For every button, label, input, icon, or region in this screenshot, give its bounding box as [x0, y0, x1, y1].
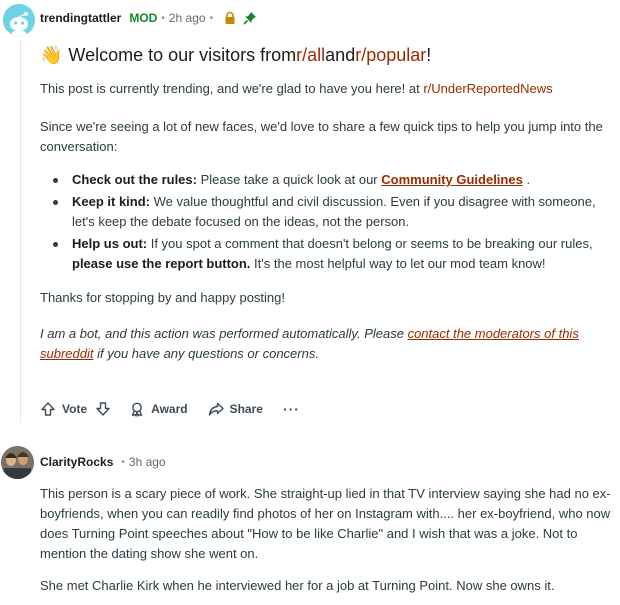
- paragraph-thanks: Thanks for stopping by and happy posting!: [40, 290, 285, 305]
- bot-end: if you have any questions or concerns.: [93, 346, 319, 361]
- mod-badge: MOD: [129, 11, 158, 25]
- tip-heading: Help us out:: [72, 236, 148, 251]
- title-text-end: !: [426, 45, 432, 65]
- tip-text: Please take a quick look at our: [196, 172, 382, 187]
- tip-emphasis: please use the report button.: [72, 256, 251, 271]
- tips-list: [40, 170, 615, 274]
- comment-paragraph: She met Charlie Kirk when he interviewed her for a job at Turning Point. Now she owns it.: [40, 578, 555, 593]
- thread-line[interactable]: [20, 40, 21, 423]
- award-icon: [129, 401, 145, 417]
- snoo-avatar-icon: [3, 4, 35, 36]
- tip-text: We value thoughtful and civil discussion. Even if you disagree with someone, let's keep the debate focused on the ideas, not the person.: [72, 194, 596, 229]
- community-guidelines-link[interactable]: Community Guidelines: [381, 172, 523, 187]
- paragraph-text: This post is currently trending, and we're glad to have you here! at: [40, 81, 424, 96]
- list-item: [72, 192, 615, 232]
- separator-dot: •: [161, 12, 165, 24]
- username[interactable]: trendingtattler: [40, 11, 122, 25]
- pin-icon: [243, 11, 257, 25]
- waving-hand-icon: 👋: [40, 45, 63, 65]
- share-label: Share: [229, 402, 263, 416]
- tip-text: If you spot a comment that doesn't belong or seems to be breaking our rules,: [147, 236, 593, 251]
- list-item: [72, 170, 615, 190]
- post-title: [40, 41, 615, 69]
- downvote-icon[interactable]: [95, 401, 111, 417]
- separator-dot: •: [121, 456, 125, 468]
- paragraph-tips-intro: Since we're seeing a lot of new faces, we'd love to share a few quick tips to help you jump into the conversation:: [40, 119, 603, 154]
- award-button[interactable]: [129, 401, 187, 417]
- tip-end: .: [522, 172, 531, 187]
- subreddit-link-popular[interactable]: r/popular: [355, 45, 427, 65]
- comment-actions: [40, 401, 300, 417]
- tip-heading: Check out the rules:: [72, 172, 197, 187]
- title-text-and: and: [325, 45, 356, 65]
- comment-paragraph: This person is a scary piece of work. She straight-up lied in that TV interview saying she had no ex-boyfriends, when you can readily find photos of her on Instagram with.... her ex-boyfriend, who now does Turning Point speeches about "How to be like Charlie" and I wish that was a joke. Not to mention the dating show she went on.: [40, 486, 611, 561]
- comment-body: [40, 38, 615, 364]
- award-label: Award: [151, 402, 188, 416]
- comment-meta: [40, 455, 166, 469]
- timestamp[interactable]: 2h ago: [168, 11, 206, 25]
- more-options-icon[interactable]: ···: [282, 401, 300, 417]
- bot-text: I am a bot, and this action was performed automatically. Please: [40, 326, 408, 341]
- list-item: [72, 234, 615, 274]
- avatar[interactable]: [1, 446, 34, 479]
- paragraph-trending: [40, 79, 615, 99]
- contact-moderators-link[interactable]: contact the moderators of this subreddit: [40, 326, 579, 361]
- lock-icon: [223, 11, 237, 25]
- comment-body: [40, 484, 615, 596]
- subreddit-link[interactable]: r/UnderReportedNews: [423, 81, 553, 96]
- share-button[interactable]: [208, 401, 263, 417]
- separator-dot: •: [209, 12, 214, 24]
- tip-heading: Keep it kind:: [72, 194, 151, 209]
- tip-end: It's the most helpful way to let our mod team know!: [250, 256, 546, 271]
- vote-label: Vote: [62, 402, 88, 416]
- title-text-start: Welcome to our visitors from: [68, 45, 297, 65]
- share-icon: [208, 401, 224, 417]
- avatar[interactable]: [3, 4, 35, 36]
- upvote-icon[interactable]: [40, 401, 56, 417]
- username[interactable]: ClarityRocks: [40, 455, 114, 469]
- timestamp[interactable]: 3h ago: [128, 455, 166, 469]
- subreddit-link-all[interactable]: r/all: [296, 45, 326, 65]
- vote-control: [40, 401, 111, 417]
- profile-photo-icon: [1, 446, 34, 479]
- comment-meta: [40, 11, 257, 25]
- bot-disclaimer: [40, 324, 615, 364]
